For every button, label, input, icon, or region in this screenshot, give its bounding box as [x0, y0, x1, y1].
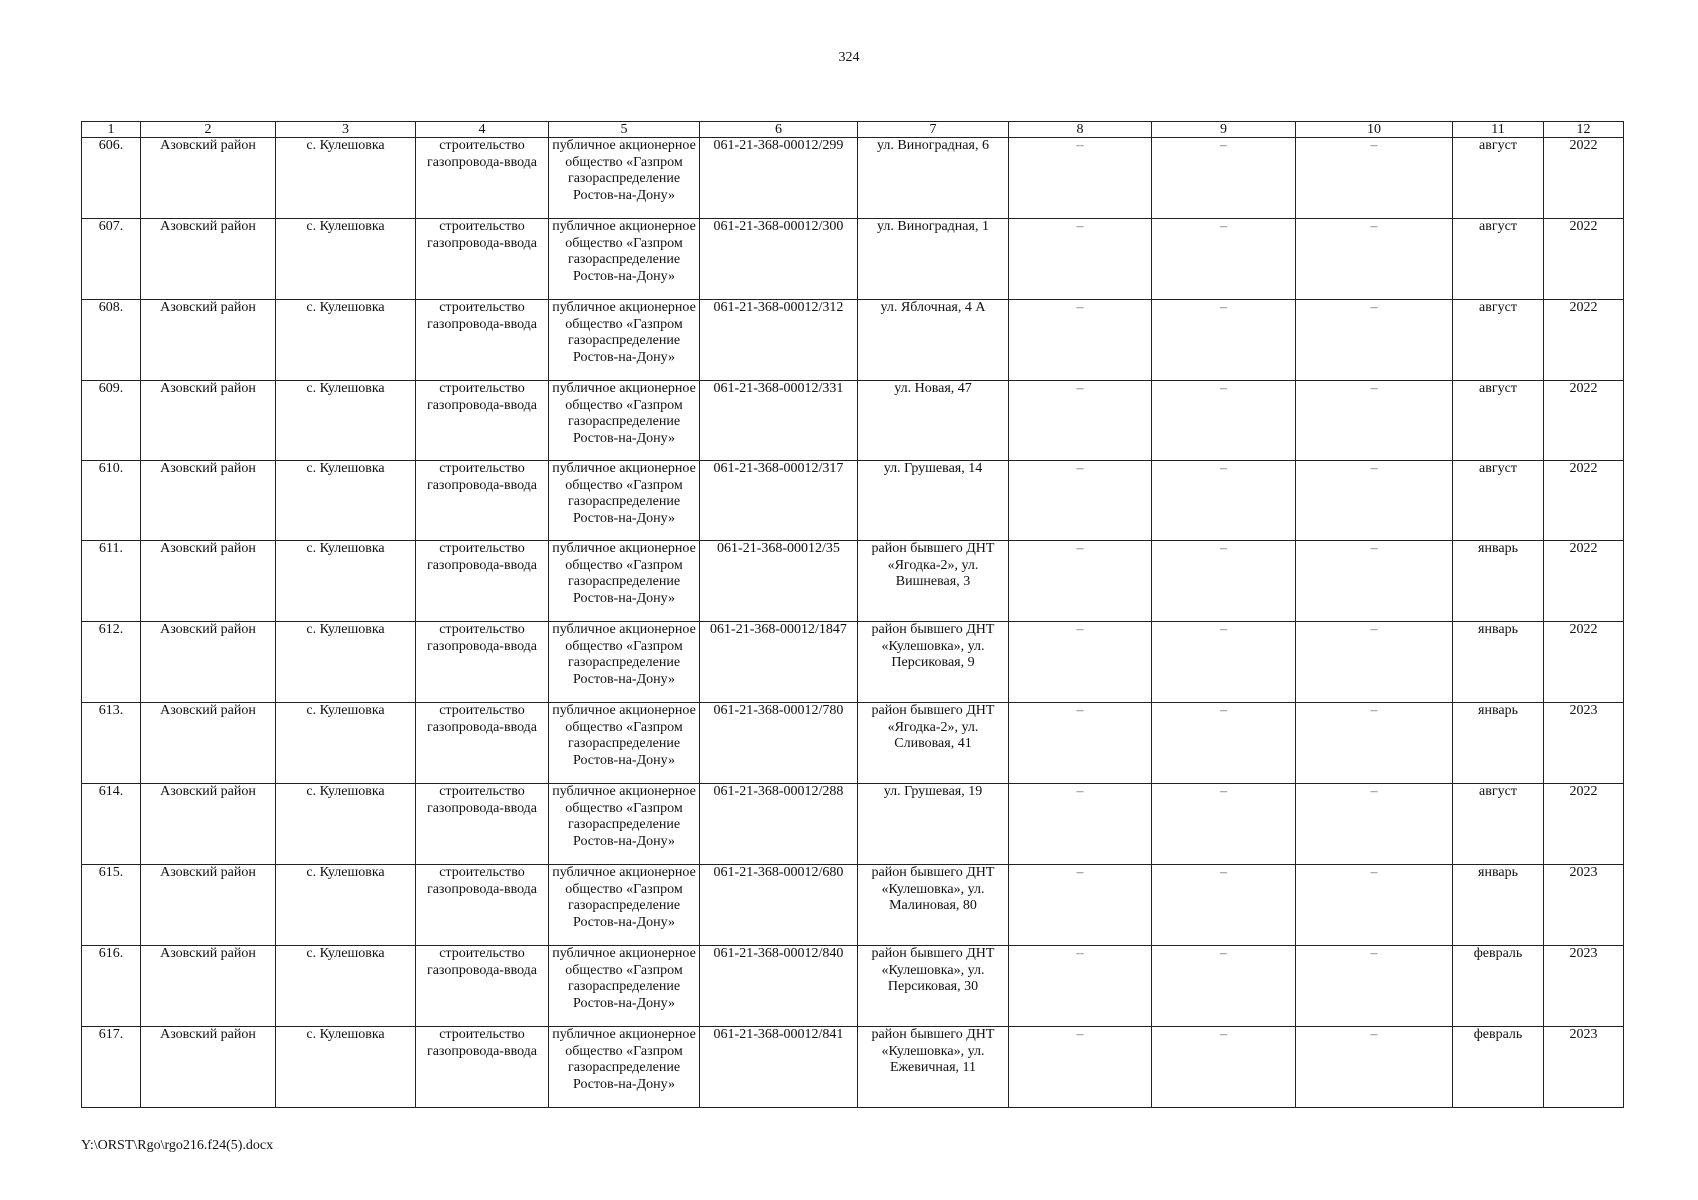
registry-code-cell: 061-21-368-00012/840	[700, 946, 858, 1027]
year-cell: 2022	[1544, 381, 1624, 461]
month-cell: январь	[1453, 865, 1544, 946]
registry-code-cell: 061-21-368-00012/299	[700, 138, 858, 219]
row-number: 608.	[82, 300, 141, 381]
district-cell: Азовский район	[141, 865, 276, 946]
registry-code-cell: 061-21-368-00012/312	[700, 300, 858, 381]
column-10-cell: –	[1296, 1027, 1453, 1108]
column-10-cell: –	[1296, 703, 1453, 784]
column-header: 2	[141, 122, 276, 138]
month-cell: август	[1453, 784, 1544, 865]
table-row	[82, 1027, 1624, 1108]
column-10-cell: –	[1296, 784, 1453, 865]
column-9-cell: –	[1152, 461, 1296, 541]
locality-cell: с. Кулешовка	[276, 541, 416, 622]
column-header: 4	[416, 122, 549, 138]
column-header: 3	[276, 122, 416, 138]
locality-cell: с. Кулешовка	[276, 300, 416, 381]
year-cell: 2023	[1544, 865, 1624, 946]
address-cell: ул. Виноградная, 6	[858, 138, 1009, 219]
column-10-cell: –	[1296, 622, 1453, 703]
year-cell: 2022	[1544, 138, 1624, 219]
column-9-cell: –	[1152, 865, 1296, 946]
column-9-cell: –	[1152, 381, 1296, 461]
table-row	[82, 381, 1624, 461]
district-cell: Азовский район	[141, 541, 276, 622]
table-row	[82, 622, 1624, 703]
table-row	[82, 300, 1624, 381]
table-row	[82, 865, 1624, 946]
column-10-cell: –	[1296, 865, 1453, 946]
work-type-cell: строительство газопровода-ввода	[416, 1027, 549, 1108]
column-8-cell: –	[1009, 381, 1152, 461]
year-cell: 2022	[1544, 300, 1624, 381]
organization-cell: публичное акционерное общество «Газпром газораспределение Ростов-на-Дону»	[549, 946, 700, 1027]
column-9-cell: –	[1152, 703, 1296, 784]
row-number: 612.	[82, 622, 141, 703]
district-cell: Азовский район	[141, 300, 276, 381]
column-header: 1	[82, 122, 141, 138]
organization-cell: публичное акционерное общество «Газпром газораспределение Ростов-на-Дону»	[549, 703, 700, 784]
column-header: 9	[1152, 122, 1296, 138]
locality-cell: с. Кулешовка	[276, 946, 416, 1027]
district-cell: Азовский район	[141, 622, 276, 703]
locality-cell: с. Кулешовка	[276, 622, 416, 703]
district-cell: Азовский район	[141, 461, 276, 541]
address-cell: ул. Яблочная, 4 А	[858, 300, 1009, 381]
locality-cell: с. Кулешовка	[276, 865, 416, 946]
work-type-cell: строительство газопровода-ввода	[416, 541, 549, 622]
table-row	[82, 703, 1624, 784]
month-cell: январь	[1453, 703, 1544, 784]
address-cell: ул. Грушевая, 19	[858, 784, 1009, 865]
month-cell: август	[1453, 300, 1544, 381]
address-cell: ул. Грушевая, 14	[858, 461, 1009, 541]
row-number: 611.	[82, 541, 141, 622]
month-cell: февраль	[1453, 1027, 1544, 1108]
locality-cell: с. Кулешовка	[276, 784, 416, 865]
column-8-cell: –	[1009, 703, 1152, 784]
locality-cell: с. Кулешовка	[276, 138, 416, 219]
address-cell: район бывшего ДНТ «Кулешовка», ул. Ежевичная, 11	[858, 1027, 1009, 1108]
work-type-cell: строительство газопровода-ввода	[416, 300, 549, 381]
column-8-cell: –	[1009, 865, 1152, 946]
organization-cell: публичное акционерное общество «Газпром газораспределение Ростов-на-Дону»	[549, 461, 700, 541]
address-cell: район бывшего ДНТ «Кулешовка», ул. Персиковая, 30	[858, 946, 1009, 1027]
column-header: 7	[858, 122, 1009, 138]
district-cell: Азовский район	[141, 381, 276, 461]
row-number: 607.	[82, 219, 141, 300]
organization-cell: публичное акционерное общество «Газпром газораспределение Ростов-на-Дону»	[549, 541, 700, 622]
organization-cell: публичное акционерное общество «Газпром газораспределение Ростов-на-Дону»	[549, 784, 700, 865]
address-cell: район бывшего ДНТ «Кулешовка», ул. Малиновая, 80	[858, 865, 1009, 946]
month-cell: август	[1453, 138, 1544, 219]
file-path-footer: Y:\ORST\Rgo\rgo216.f24(5).docx	[81, 1138, 274, 1153]
district-cell: Азовский район	[141, 703, 276, 784]
column-8-cell: –	[1009, 219, 1152, 300]
row-number: 609.	[82, 381, 141, 461]
table-row	[82, 138, 1624, 219]
table-row	[82, 541, 1624, 622]
column-10-cell: –	[1296, 461, 1453, 541]
column-8-cell: –	[1009, 946, 1152, 1027]
year-cell: 2023	[1544, 1027, 1624, 1108]
work-type-cell: строительство газопровода-ввода	[416, 622, 549, 703]
column-9-cell: –	[1152, 138, 1296, 219]
column-header: 6	[700, 122, 858, 138]
locality-cell: с. Кулешовка	[276, 461, 416, 541]
registry-code-cell: 061-21-368-00012/317	[700, 461, 858, 541]
column-10-cell: –	[1296, 300, 1453, 381]
registry-code-cell: 061-21-368-00012/841	[700, 1027, 858, 1108]
organization-cell: публичное акционерное общество «Газпром газораспределение Ростов-на-Дону»	[549, 622, 700, 703]
column-header: 5	[549, 122, 700, 138]
registry-code-cell: 061-21-368-00012/288	[700, 784, 858, 865]
year-cell: 2022	[1544, 622, 1624, 703]
month-cell: август	[1453, 461, 1544, 541]
address-cell: ул. Новая, 47	[858, 381, 1009, 461]
month-cell: февраль	[1453, 946, 1544, 1027]
organization-cell: публичное акционерное общество «Газпром газораспределение Ростов-на-Дону»	[549, 1027, 700, 1108]
work-type-cell: строительство газопровода-ввода	[416, 703, 549, 784]
header-row	[82, 122, 1624, 138]
organization-cell: публичное акционерное общество «Газпром газораспределение Ростов-на-Дону»	[549, 381, 700, 461]
column-8-cell: –	[1009, 541, 1152, 622]
column-10-cell: –	[1296, 541, 1453, 622]
month-cell: январь	[1453, 541, 1544, 622]
organization-cell: публичное акционерное общество «Газпром газораспределение Ростов-на-Дону»	[549, 138, 700, 219]
column-8-cell: –	[1009, 138, 1152, 219]
work-type-cell: строительство газопровода-ввода	[416, 784, 549, 865]
registry-code-cell: 061-21-368-00012/35	[700, 541, 858, 622]
month-cell: август	[1453, 381, 1544, 461]
registry-code-cell: 061-21-368-00012/300	[700, 219, 858, 300]
registry-table	[81, 121, 1624, 1108]
year-cell: 2022	[1544, 219, 1624, 300]
row-number: 606.	[82, 138, 141, 219]
year-cell: 2022	[1544, 461, 1624, 541]
month-cell: январь	[1453, 622, 1544, 703]
work-type-cell: строительство газопровода-ввода	[416, 138, 549, 219]
district-cell: Азовский район	[141, 138, 276, 219]
work-type-cell: строительство газопровода-ввода	[416, 381, 549, 461]
registry-code-cell: 061-21-368-00012/331	[700, 381, 858, 461]
column-8-cell: –	[1009, 461, 1152, 541]
row-number: 615.	[82, 865, 141, 946]
row-number: 613.	[82, 703, 141, 784]
registry-code-cell: 061-21-368-00012/680	[700, 865, 858, 946]
organization-cell: публичное акционерное общество «Газпром газораспределение Ростов-на-Дону»	[549, 300, 700, 381]
row-number: 617.	[82, 1027, 141, 1108]
district-cell: Азовский район	[141, 219, 276, 300]
table-row	[82, 784, 1624, 865]
column-9-cell: –	[1152, 300, 1296, 381]
column-9-cell: –	[1152, 1027, 1296, 1108]
column-9-cell: –	[1152, 219, 1296, 300]
year-cell: 2022	[1544, 784, 1624, 865]
address-cell: район бывшего ДНТ «Кулешовка», ул. Персиковая, 9	[858, 622, 1009, 703]
year-cell: 2023	[1544, 946, 1624, 1027]
month-cell: август	[1453, 219, 1544, 300]
district-cell: Азовский район	[141, 1027, 276, 1108]
district-cell: Азовский район	[141, 784, 276, 865]
column-9-cell: –	[1152, 622, 1296, 703]
registry-code-cell: 061-21-368-00012/780	[700, 703, 858, 784]
work-type-cell: строительство газопровода-ввода	[416, 219, 549, 300]
organization-cell: публичное акционерное общество «Газпром газораспределение Ростов-на-Дону»	[549, 219, 700, 300]
column-10-cell: –	[1296, 381, 1453, 461]
locality-cell: с. Кулешовка	[276, 381, 416, 461]
address-cell: район бывшего ДНТ «Ягодка-2», ул. Вишневая, 3	[858, 541, 1009, 622]
column-header: 11	[1453, 122, 1544, 138]
year-cell: 2022	[1544, 541, 1624, 622]
column-header: 12	[1544, 122, 1624, 138]
district-cell: Азовский район	[141, 946, 276, 1027]
address-cell: район бывшего ДНТ «Ягодка-2», ул. Сливовая, 41	[858, 703, 1009, 784]
column-9-cell: –	[1152, 946, 1296, 1027]
table-row	[82, 946, 1624, 1027]
organization-cell: публичное акционерное общество «Газпром газораспределение Ростов-на-Дону»	[549, 865, 700, 946]
column-8-cell: –	[1009, 622, 1152, 703]
locality-cell: с. Кулешовка	[276, 703, 416, 784]
column-8-cell: –	[1009, 300, 1152, 381]
column-9-cell: –	[1152, 541, 1296, 622]
column-8-cell: –	[1009, 1027, 1152, 1108]
table-row	[82, 461, 1624, 541]
work-type-cell: строительство газопровода-ввода	[416, 461, 549, 541]
row-number: 616.	[82, 946, 141, 1027]
year-cell: 2023	[1544, 703, 1624, 784]
work-type-cell: строительство газопровода-ввода	[416, 946, 549, 1027]
address-cell: ул. Виноградная, 1	[858, 219, 1009, 300]
locality-cell: с. Кулешовка	[276, 219, 416, 300]
column-header: 8	[1009, 122, 1152, 138]
column-10-cell: –	[1296, 138, 1453, 219]
column-9-cell: –	[1152, 784, 1296, 865]
registry-code-cell: 061-21-368-00012/1847	[700, 622, 858, 703]
column-header: 10	[1296, 122, 1453, 138]
page-number: 324	[838, 50, 860, 65]
column-8-cell: –	[1009, 784, 1152, 865]
column-10-cell: –	[1296, 219, 1453, 300]
work-type-cell: строительство газопровода-ввода	[416, 865, 549, 946]
table-row	[82, 219, 1624, 300]
column-10-cell: –	[1296, 946, 1453, 1027]
row-number: 614.	[82, 784, 141, 865]
locality-cell: с. Кулешовка	[276, 1027, 416, 1108]
row-number: 610.	[82, 461, 141, 541]
